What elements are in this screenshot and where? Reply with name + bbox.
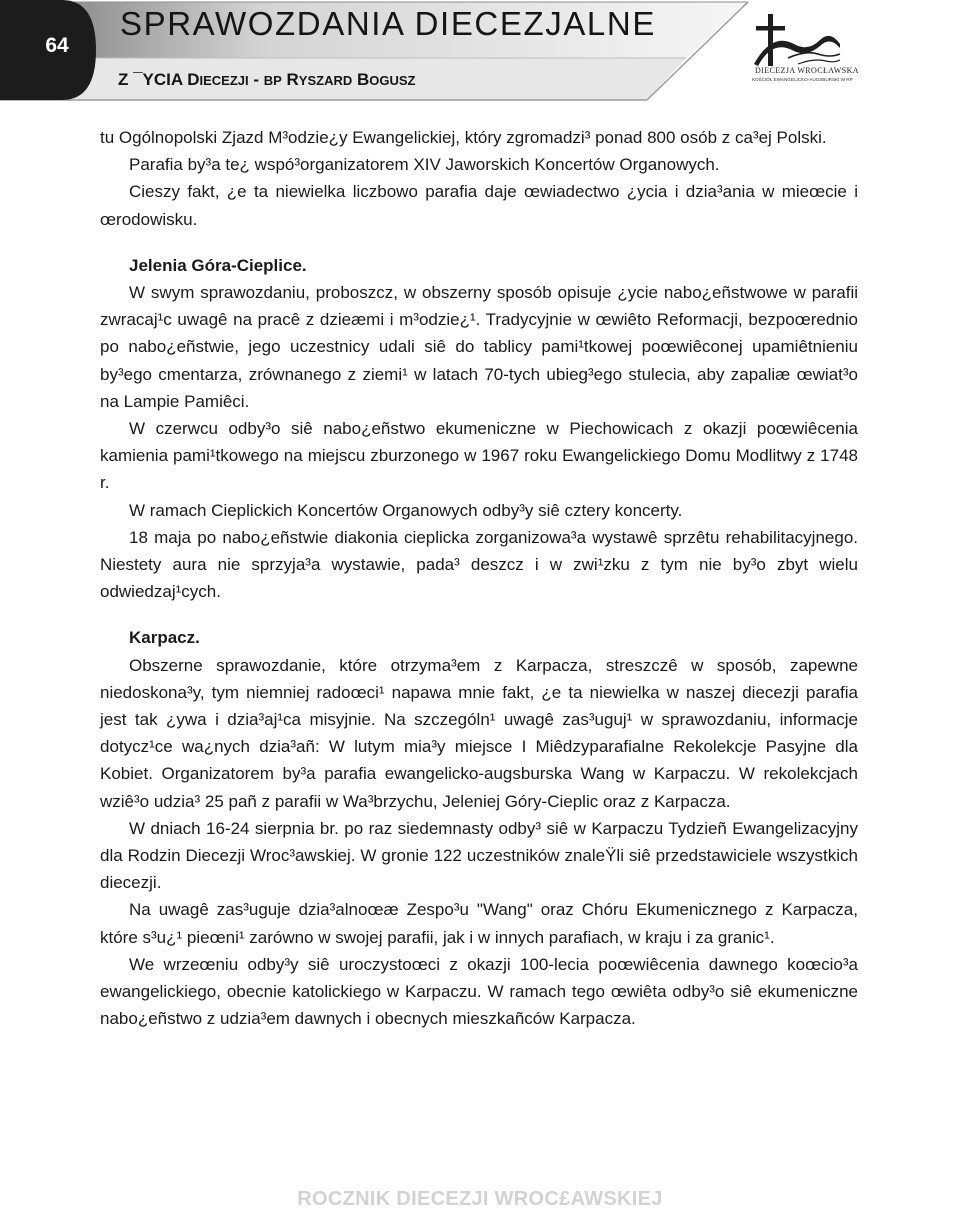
paragraph: W ramach Cieplickich Koncertów Organowych odby³y siê cztery koncerty.: [129, 500, 683, 520]
section-heading-karpacz: Karpacz.: [129, 628, 200, 648]
header-subtitle: Z ¯YCIA DIECEZJI - BP RYSZARD BOGUSZ: [118, 70, 416, 89]
section-heading-jelenia-gora: Jelenia Góra-Cieplice.: [129, 255, 307, 275]
paragraph: Cieszy fakt, ¿e ta niewielka liczbowo parafia daje œwiadectwo ¿ycia i dzia³ania w mieœcie i œrodowisku.: [100, 182, 858, 229]
logo-title: DIECEZJA WROCŁAWSKA: [755, 66, 859, 75]
paragraph: Obszerne sprawozdanie, które otrzyma³em z Karpacza, streszczê w sposób, zapewne niedoskona³y, tym niemniej radoœci¹ napawa mnie fakt, ¿e ta niewielka w naszej diecezji parafia jest tak ¿ywa i dzia³aj¹ca misyjnie. Na szczególn¹ uwagê zas³uguj¹ w sprawozdaniu, informacje dotycz¹ce wa¿nych dzia³añ: W lutym mia³y miejsce I Miêdzyparafialne Rekolekcje Pasyjne dla Kobiet. Organizatorem by³a parafia ewangelicko-augsburska Wang w Karpaczu. W rekolekcjach wziê³o udzia³ 25 pañ z parafii w Wa³brzychu, Jeleniej Góry-Cieplic oraz z Karpacza.: [100, 655, 858, 811]
page-header: [0, 0, 960, 104]
paragraph: We wrzeœniu odby³y siê uroczystoœci z okazji 100-lecia poœwiêcenia dawnego koœcio³a ewangelickiego, obecnie katolickiego w Karpaczu. W ramach tego œwiêta odby³o siê ekumeniczne nabo¿eñstwo z udzia³em dawnych i obecnych mieszkañców Karpacza.: [100, 954, 858, 1029]
paragraph: 18 maja po nabo¿eñstwie diakonia cieplicka zorganizowa³a wystawê sprzêtu rehabilitacyjnego. Niestety aura nie sprzyja³a wystawie, pada³ deszcz i w zwi¹zku z tym nie by³o zbyt wielu odwiedzaj¹cych.: [100, 527, 858, 602]
article-body: [100, 124, 858, 1033]
page-footer: ROCZNIK DIECEZJI WROC£AWSKIEJ: [297, 1188, 663, 1210]
paragraph: Parafia by³a te¿ wspó³organizatorem XIV Jaworskich Koncertów Organowych.: [129, 155, 720, 175]
paragraph: W dniach 16-24 sierpnia br. po raz siedemnasty odby³ siê w Karpaczu Tydzieñ Ewangelizacyjny dla Rodzin Diecezji Wroc³awskiej. W gronie 122 uczestników znaleŸli siê przedstawiciele wszystkich diecezji.: [100, 818, 858, 893]
paragraph: tu Ogólnopolski Zjazd M³odzie¿y Ewangelickiej, który zgromadzi³ ponad 800 osób z ca³ej Polski.: [100, 128, 827, 147]
paragraph: W czerwcu odby³o siê nabo¿eñstwo ekumeniczne w Piechowicach z okazji poœwiêcenia kamienia pami¹tkowego na miejscu zburzonego w 1967 roku Ewangelickiego Domu Modlitwy z 1748 r.: [100, 419, 858, 493]
paragraph: Na uwagê zas³uguje dzia³alnoœæ Zespo³u "Wang" oraz Chóru Ekumenicznego z Karpacza, które s³u¿¹ pieœni¹ zarówno w swojej parafii, jak i w innych parafiach, w kraju i za granic¹.: [100, 900, 858, 947]
page-number: 64: [45, 34, 69, 57]
header-title: SPRAWOZDANIA DIECEZJALNE: [120, 5, 656, 42]
paragraph: W swym sprawozdaniu, proboszcz, w obszerny sposób opisuje ¿ycie nabo¿eñstwowe w parafii zwracaj¹c uwagê na pracê z dzieæmi i m³odzie¿¹. Tradycyjnie w œwiêto Reformacji, bezpoœrednio po nabo¿eñstwie, jego uczestnicy udali siê do tablicy pami¹tkowej poœwiêconej upamiêtnieniu by³ego cmentarza, zrównanego z ziemi¹ w latach 70-tych ubieg³ego stulecia, aby zapaliæ œwiat³o na Lampie Pamiêci.: [100, 283, 858, 411]
logo-subtitle: KOŚCIÓŁ EWANGELICKO-AUGSBURSKI W RP: [752, 77, 853, 82]
